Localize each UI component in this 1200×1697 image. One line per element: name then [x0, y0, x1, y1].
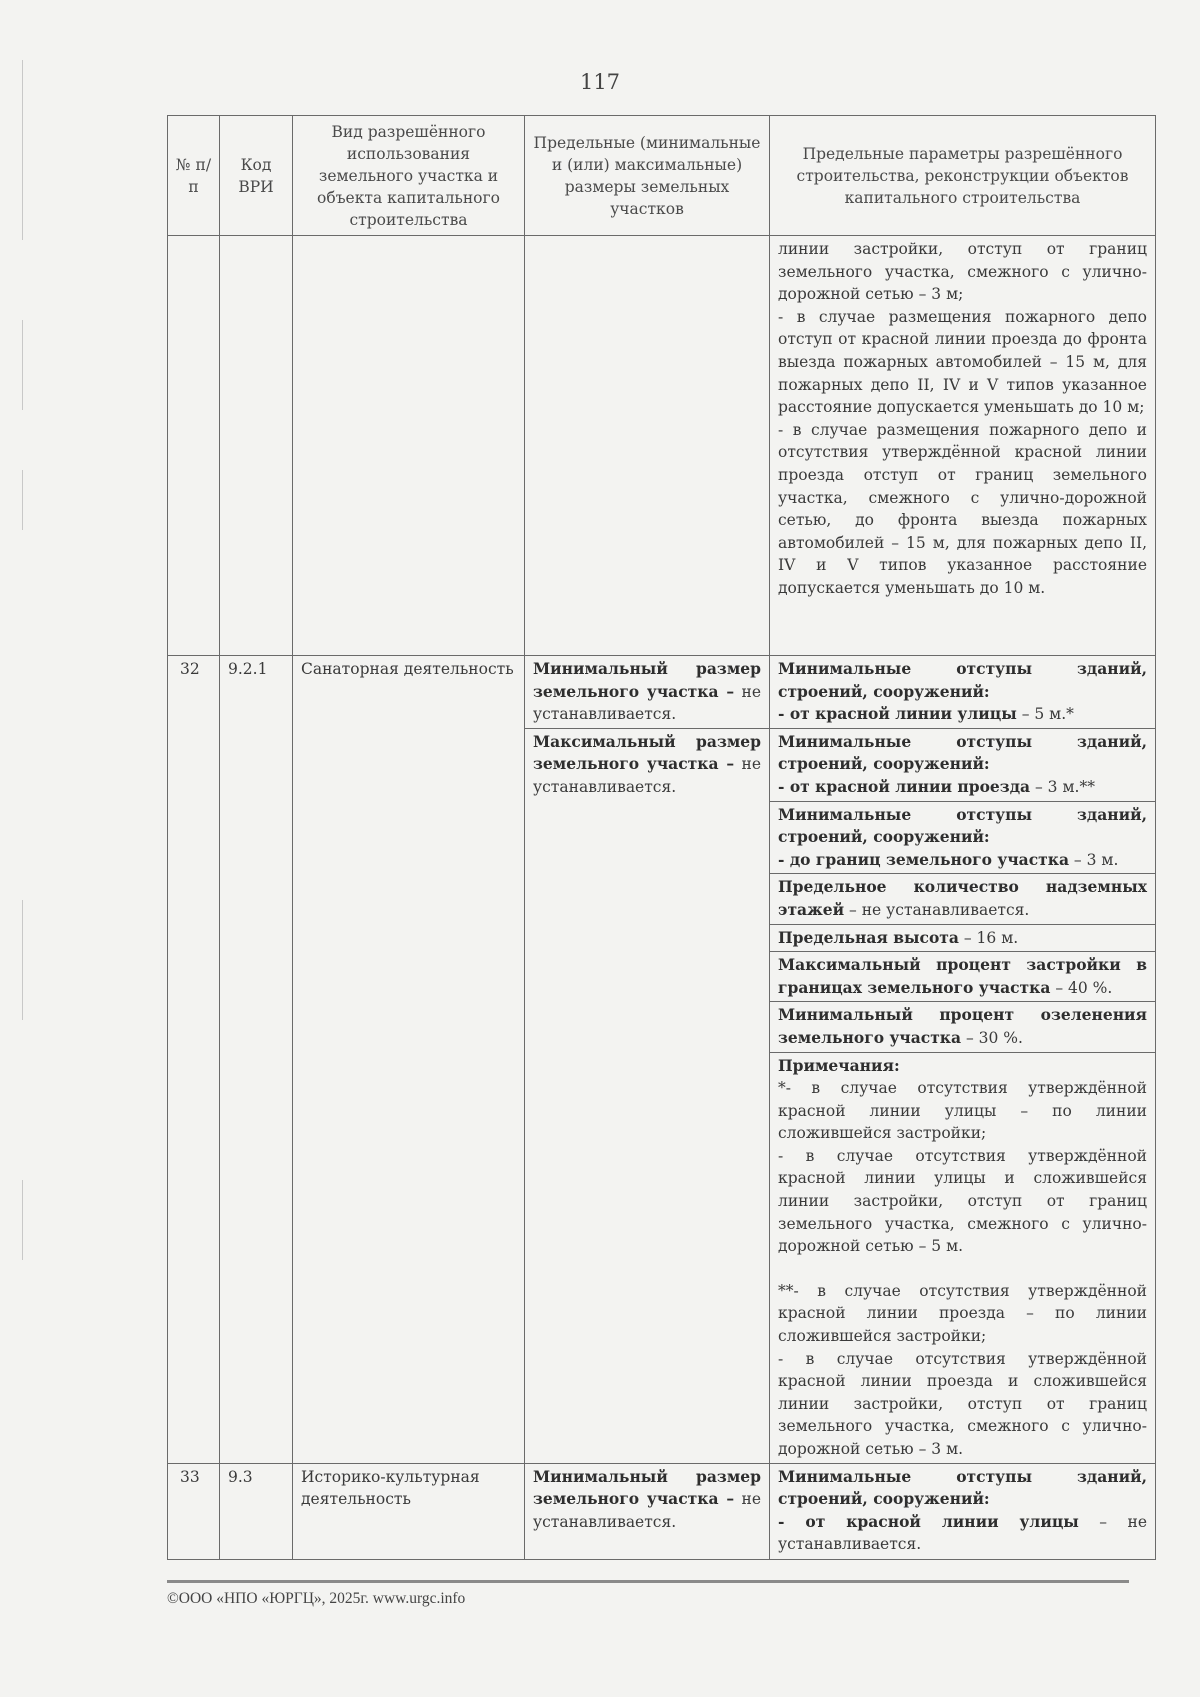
param-value: – не устанавливается.	[844, 900, 1030, 919]
min-size-value: не устанавливается.	[533, 682, 761, 724]
cell-param-red-line-street	[770, 1463, 1156, 1559]
cell-min-size	[525, 656, 770, 729]
table-row-32	[168, 656, 1156, 729]
scan-edge-mark	[22, 900, 23, 1020]
header-code: Код ВРИ	[220, 116, 293, 236]
cell-param-build-percent	[770, 952, 1156, 1002]
note-text: - в случае отсутствия утверждённой красной линии улицы и сложившейся линии застройки, отступ от границ земельного участка, смежного с улично-дорожной сетью – 5 м.	[778, 1146, 1147, 1256]
param-item-label: - от красной линии улицы	[778, 704, 1017, 724]
cell-param-red-line-street	[770, 656, 1156, 729]
param-label: Предельная высота	[778, 927, 959, 947]
param-label: Минимальные отступы зданий, строений, сооружений:	[778, 659, 1147, 701]
cell-param-height	[770, 924, 1156, 952]
row-code: 9.3	[220, 1463, 293, 1559]
param-label: Предельное количество надземных этажей	[778, 877, 1147, 919]
min-size-label: Минимальный размер земельного участка –	[533, 659, 761, 701]
row-code: 9.2.1	[220, 656, 293, 1464]
table-header-row	[168, 116, 1156, 236]
param-label: Минимальные отступы зданий, строений, сооружений:	[778, 1466, 1147, 1509]
header-use: Вид разрешённого использования земельного участка и объекта капитального строительства	[293, 116, 525, 236]
table-row-continuation	[168, 236, 1156, 656]
note-text: *- в случае отсутствия утверждённой красной линии улицы – по линии сложившейся застройки;	[778, 1079, 1147, 1143]
header-sizes: Предельные (минимальные и (или) максимальные) размеры земельных участков	[525, 116, 770, 236]
header-num: № п/п	[168, 116, 220, 236]
notes-title: Примечания:	[778, 1055, 900, 1075]
scan-edge-mark	[22, 470, 23, 530]
row-number: 33	[168, 1463, 220, 1559]
continuation-text: линии застройки, отступ от границ земельного участка, смежного с улично-дорожной сетью – 3 м;	[778, 240, 1147, 304]
scan-edge-mark	[22, 320, 23, 410]
param-value: – 40 %.	[1050, 978, 1113, 997]
header-params: Предельные параметры разрешённого строительства, реконструкции объектов капитального строительства	[770, 116, 1156, 236]
cell-param-red-line-passage	[770, 728, 1156, 801]
footer-divider	[167, 1580, 1129, 1583]
cell-code	[220, 236, 293, 656]
row-number: 32	[168, 656, 220, 1464]
param-label: Максимальный процент застройки в границах земельного участка	[778, 955, 1147, 997]
param-item-value: – 3 м.**	[1030, 777, 1095, 796]
cell-min-size	[525, 1463, 770, 1559]
cell-notes	[770, 1052, 1156, 1463]
cell-max-size	[525, 728, 770, 1463]
row-use-type: Историко-культурная деятельность	[293, 1463, 525, 1559]
regulation-table	[167, 115, 1156, 1560]
cell-params-continuation	[770, 236, 1156, 656]
param-item-value: – 5 м.*	[1016, 705, 1074, 724]
min-size-value: не устанавливается.	[533, 1490, 761, 1531]
row-use-type: Санаторная деятельность	[293, 656, 525, 1464]
cell-param-floors	[770, 874, 1156, 924]
continuation-text: - в случае размещения пожарного депо и отсутствия утверждённой красной линии проезда отступ от границ земельного участка, смежного с улично-дорожной сетью, до фронта выезда пожарных автомобилей – 15 м, для пожарных депо II, IV и V типов указанное расстояние допускается уменьшать до 10 м.	[778, 420, 1147, 597]
continuation-text: - в случае размещения пожарного депо отступ от красной линии проезда до фронта выезда пожарных автомобилей – 15 м, для пожарных депо II, IV и V типов указанное расстояние допускается уменьшать до 10 м;	[778, 307, 1147, 417]
table-row-33	[168, 1463, 1156, 1559]
param-item-label: - до границ земельного участка	[778, 849, 1069, 869]
param-item-label: - от красной линии проезда	[778, 776, 1031, 796]
note-text: **- в случае отсутствия утверждённой красной линии проезда – по линии сложившейся застройки;	[778, 1281, 1147, 1346]
cell-use	[293, 236, 525, 656]
cell-sizes	[525, 236, 770, 656]
param-item-label: - от красной линии улицы	[778, 1511, 1079, 1531]
scan-edge-mark	[22, 1180, 23, 1260]
footer-copyright: ©ООО «НПО «ЮРГЦ», 2025г. www.urgc.info	[167, 1590, 466, 1607]
cell-param-green-percent	[770, 1002, 1156, 1052]
param-item-value: – 3 м.	[1069, 850, 1119, 869]
param-value: – 30 %.	[961, 1028, 1023, 1047]
note-spacer	[778, 1258, 1147, 1280]
param-label: Минимальный процент озеленения земельного участка	[778, 1005, 1147, 1047]
max-size-label: Максимальный размер земельного участка –	[533, 731, 761, 774]
note-text: - в случае отсутствия утверждённой красной линии проезда и сложившейся линии застройки, отступ от границ земельного участка, смежного с улично-дорожной сетью – 3 м.	[778, 1349, 1147, 1458]
param-label: Минимальные отступы зданий, строений, сооружений:	[778, 731, 1147, 774]
param-label: Минимальные отступы зданий, строений, сооружений:	[778, 804, 1147, 847]
param-value: – 16 м.	[958, 928, 1019, 947]
param-item-value: – не устанавливается.	[778, 1512, 1147, 1554]
cell-num	[168, 236, 220, 656]
max-size-value: не устанавливается.	[533, 755, 761, 796]
page-number: 117	[579, 70, 621, 94]
min-size-label: Минимальный размер земельного участка –	[533, 1466, 761, 1509]
cell-param-plot-boundary	[770, 801, 1156, 874]
